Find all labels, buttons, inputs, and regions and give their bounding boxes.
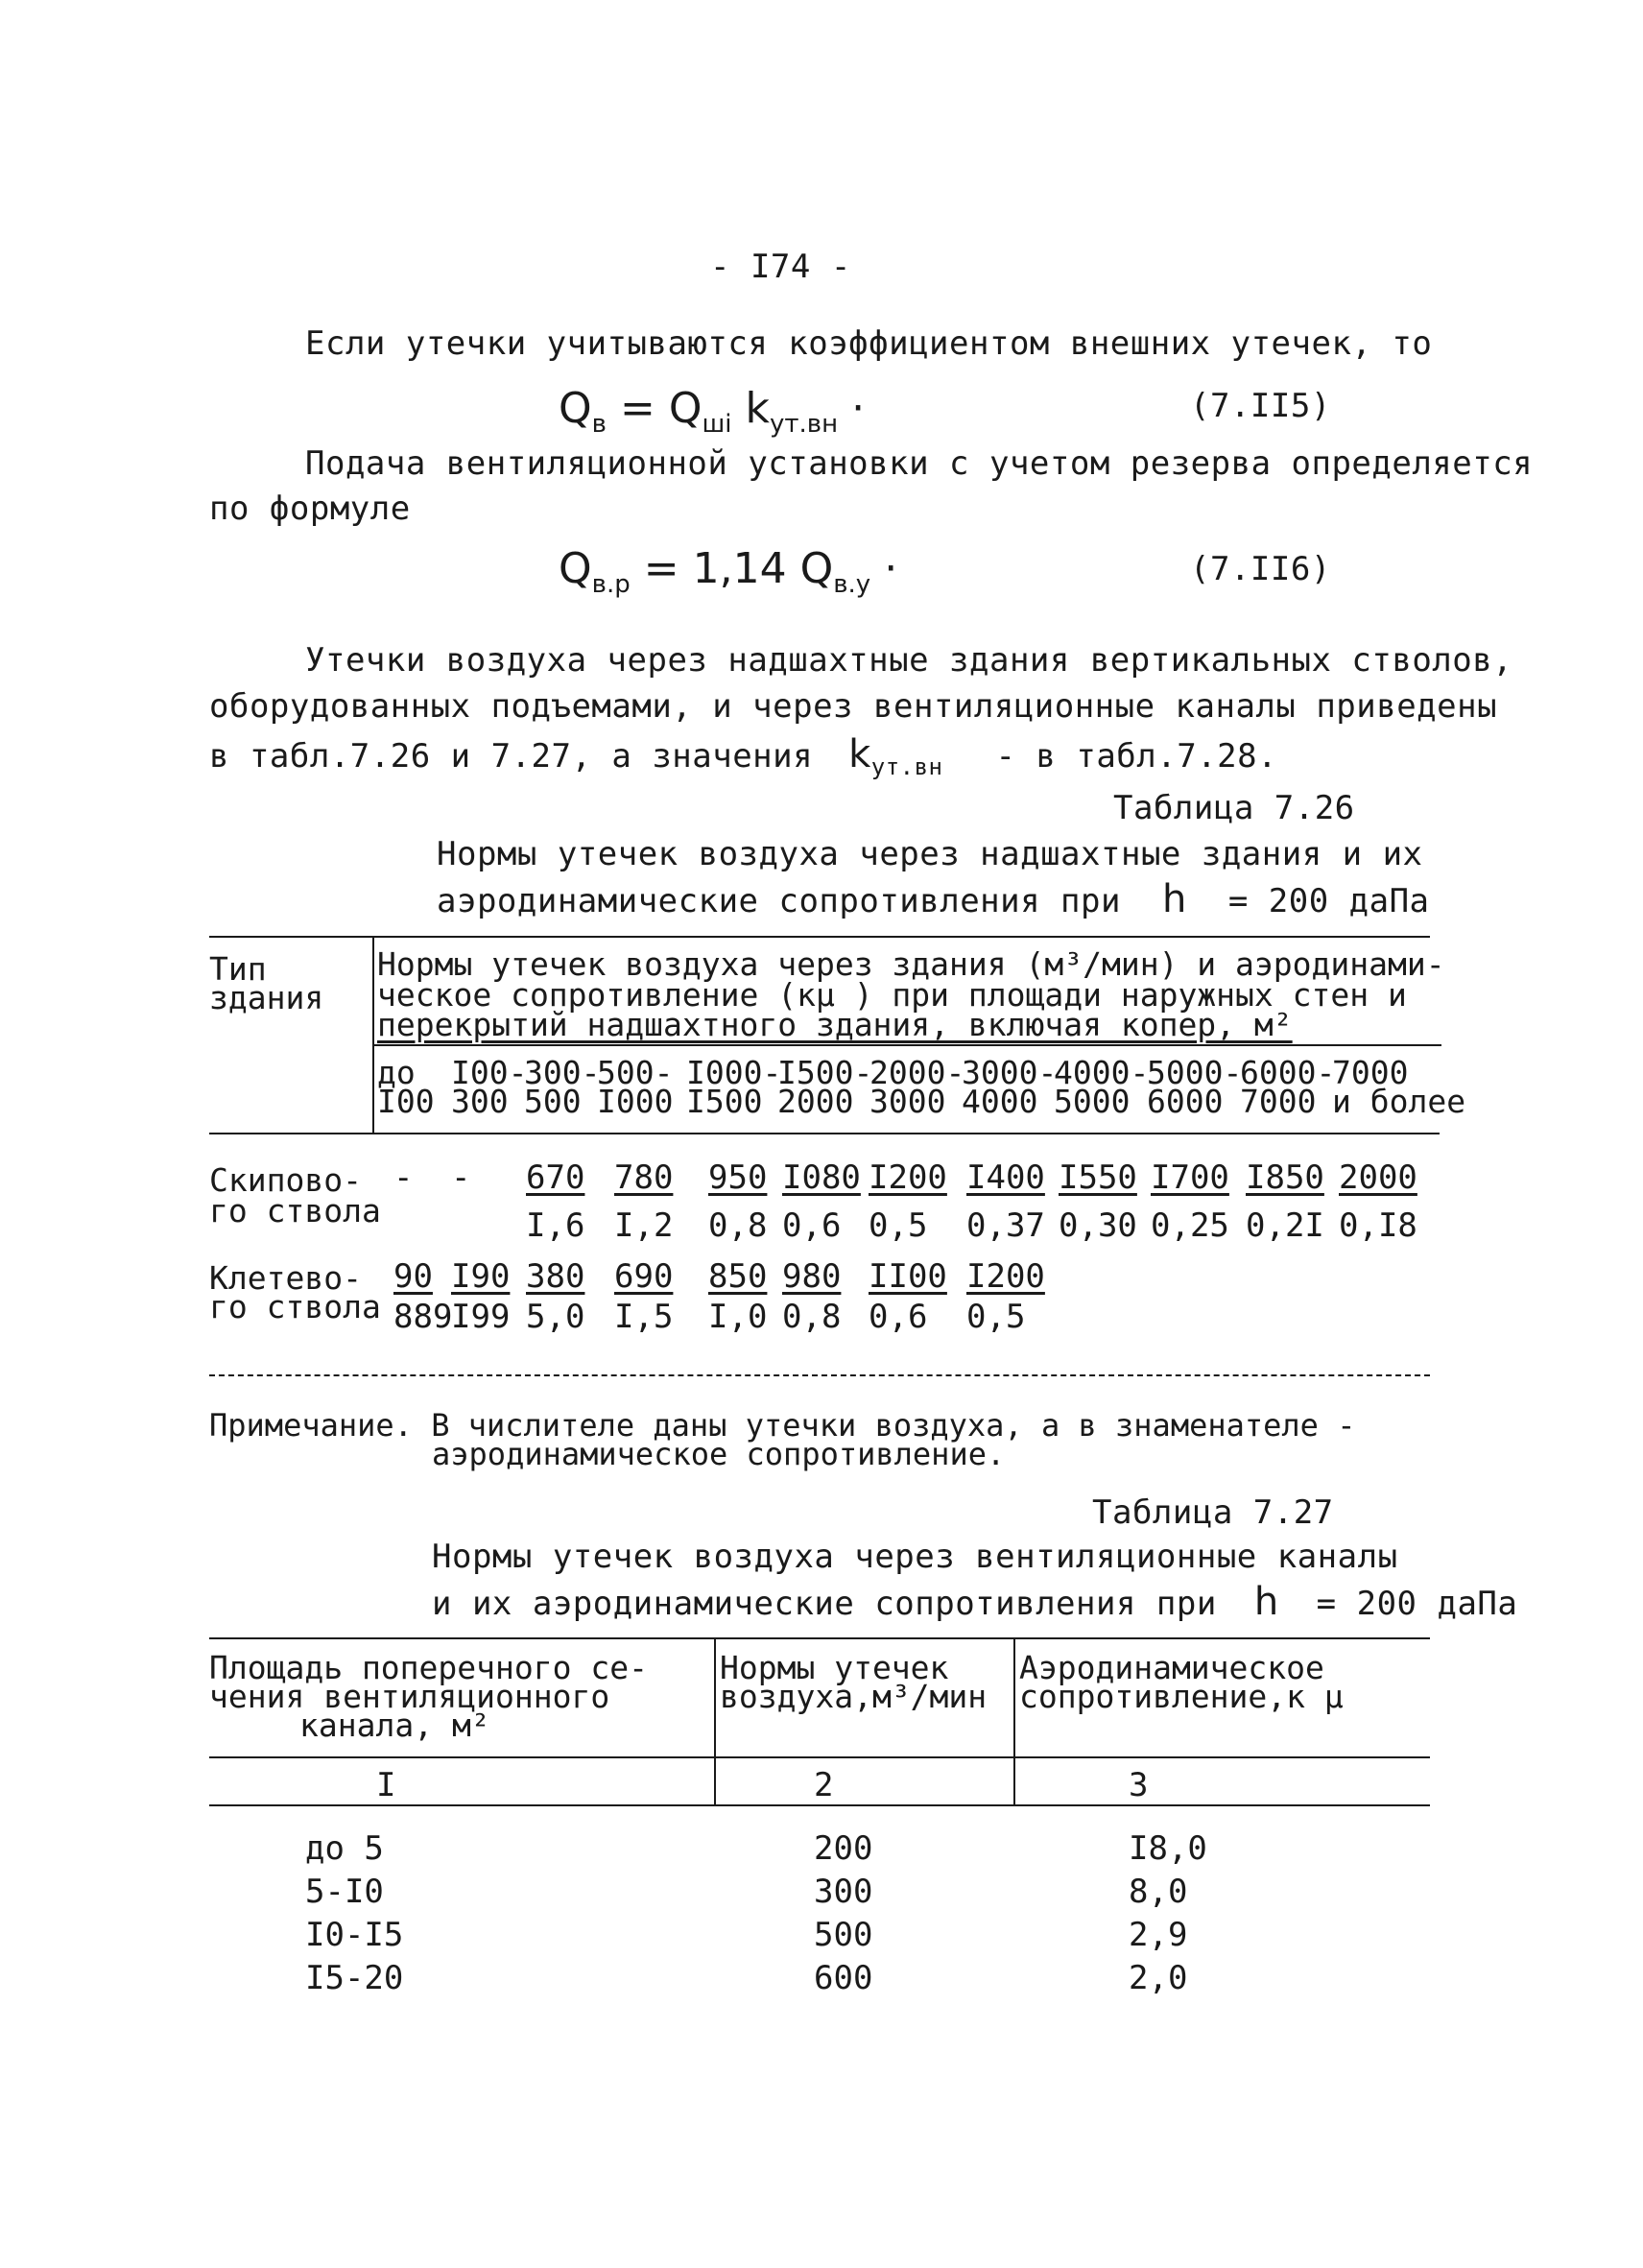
table-7-27-row-3-area: I0-I5 — [305, 1916, 404, 1954]
table-7-26-row-1-leak-6: I080 — [782, 1158, 861, 1197]
table-7-26-ranges-from-3: 300- — [524, 1054, 601, 1091]
table-7-27-label: Таблица 7.27 — [1092, 1493, 1334, 1532]
table-7-26-row-2-leak-2: I90 — [451, 1257, 511, 1296]
formula1-lhs-sub: в — [591, 409, 607, 439]
paragraph-3-line-3 — [209, 732, 1277, 780]
table-7-27-row-2-area: 5-I0 — [305, 1873, 384, 1911]
table-7-26-row-1-res-12: 0,I8 — [1339, 1206, 1417, 1245]
table-7-26-row-1-leak-7: I200 — [869, 1158, 947, 1197]
table-7-26-ranges-from-2: I00- — [451, 1054, 528, 1091]
paragraph-3-line-1: Утечки воздуха через надшахтные здания вертикальных стволов, — [305, 641, 1513, 680]
table-7-26-row-1-leak-5: 950 — [708, 1158, 768, 1197]
table-7-26-ranges-from-6: I500- — [777, 1054, 873, 1091]
table-7-26-row-1-res-6: 0,6 — [782, 1206, 842, 1245]
note-line-2: аэродинамическое сопротивление. — [432, 1436, 1006, 1472]
table-7-26-ranges-to-1: I00 — [377, 1083, 435, 1120]
table-7-26-ranges-from-4: 500- — [597, 1054, 674, 1091]
table-7-26-row-1-leak-1: - — [393, 1158, 414, 1197]
table-7-26-ranges-to-4: I000 — [597, 1083, 674, 1120]
table-7-26-row-2-leak-1: 90 — [393, 1257, 433, 1296]
table-7-26-row-1-leak-4: 780 — [614, 1158, 674, 1197]
paragraph-2-line-1: Подача вентиляционной установки с учетом резерва определяется — [305, 444, 1534, 483]
table-7-27-col-num-2: 2 — [814, 1766, 834, 1804]
paragraph-2-line-2: по формуле — [209, 489, 411, 528]
paragraph-3-line-3a: в табл.7.26 и 7.27, а значения — [209, 737, 814, 776]
table-7-27-row-4-area: I5-20 — [305, 1959, 404, 1997]
table-7-27-title-2b: = 200 даПа — [1316, 1585, 1518, 1623]
table-7-27-title-h: h — [1253, 1580, 1279, 1624]
table-7-26-row-2-res-4: I,5 — [614, 1298, 674, 1336]
table-7-27-row-2-leak: 300 — [814, 1873, 873, 1911]
table-7-26-row-2-res-6: 0,8 — [782, 1298, 842, 1336]
table-7-26-row-2-leak-7: II00 — [869, 1257, 947, 1296]
table-7-26-header-2: ческое сопротивление (кμ ) при площади наружных стен и — [377, 976, 1407, 1014]
table-7-27-col1-header-3: канала, м² — [299, 1707, 490, 1744]
table-7-26-ranges-to-3: 500 — [524, 1083, 582, 1120]
table-7-26-ranges-to-12: и более — [1332, 1083, 1466, 1120]
table-7-26-row-1-res-8: 0,37 — [966, 1206, 1045, 1245]
table-7-26-row-2-res-1: 889 — [393, 1298, 453, 1336]
table-7-26-title-2a: аэродинамические сопротивления при — [437, 882, 1121, 920]
table-7-26-type-header-1: Тип — [209, 950, 267, 988]
table-7-27-col-divider-1 — [714, 1639, 716, 1806]
table-7-26-ranges-from-12: 7000 — [1332, 1054, 1409, 1091]
table-7-26-row-1-name-1: Скипово- — [209, 1161, 362, 1199]
table-7-26-label: Таблица 7.26 — [1113, 789, 1355, 827]
table-7-26-row-1-leak-8: I400 — [966, 1158, 1045, 1197]
table-7-26-row-1-leak-2: - — [451, 1158, 471, 1197]
table-7-26-row-2-name-1: Клетево- — [209, 1259, 362, 1297]
table-7-27-row-3-leak: 500 — [814, 1916, 873, 1954]
table-7-27-row-2-res: 8,0 — [1129, 1873, 1188, 1911]
table-7-27-row-3-res: 2,9 — [1129, 1916, 1188, 1954]
formula2-rhs-sub: в.у — [833, 569, 871, 599]
table-7-26-row-1-res-5: 0,8 — [708, 1206, 768, 1245]
table-7-27-col2-header-1: Нормы утечек — [720, 1649, 949, 1686]
table-7-27-header-rule — [209, 1756, 1430, 1758]
formula1-rhs1-sub: шi — [702, 409, 732, 439]
table-7-27-top-rule — [209, 1637, 1430, 1639]
table-7-26-title-h: h — [1161, 877, 1187, 921]
formula-7-116 — [559, 544, 897, 599]
table-7-26-bottom-rule — [209, 1374, 1430, 1376]
formula1-rhs2-sub: ут.вн — [769, 409, 839, 439]
table-7-26-row-2-leak-6: 980 — [782, 1257, 842, 1296]
table-7-27-title-2a: и их аэродинамические сопротивления при — [432, 1585, 1217, 1623]
table-7-26-ranges-from-5: I000- — [686, 1054, 782, 1091]
table-7-26-row-1-res-11: 0,2I — [1246, 1206, 1324, 1245]
paragraph-3-line-2: оборудованных подъемами, и через вентиляционные каналы приведены — [209, 687, 1498, 726]
table-7-26-header-rule — [374, 1044, 1441, 1046]
table-7-26-title-1: Нормы утечек воздуха через надшахтные здания и их — [437, 835, 1423, 873]
table-7-26-row-1-leak-9: I550 — [1059, 1158, 1137, 1197]
table-7-26-col-divider — [372, 937, 374, 1133]
table-7-26-ranges-to-9: 5000 — [1054, 1083, 1131, 1120]
table-7-26-row-1-leak-3: 670 — [526, 1158, 585, 1197]
table-7-27-row-1-res: I8,0 — [1129, 1829, 1207, 1868]
table-7-26-ranges-from-1: до — [377, 1054, 416, 1091]
formula-7-115 — [559, 384, 865, 439]
table-7-26-row-2-leak-4: 690 — [614, 1257, 674, 1296]
paragraph-3-k: k — [848, 732, 871, 776]
formula1-dot: · — [851, 384, 866, 433]
formula1-lhs: Q — [559, 384, 592, 433]
table-7-26-row-1-res-9: 0,30 — [1059, 1206, 1137, 1245]
page-number: - I74 - — [710, 248, 851, 286]
table-7-26-row-1-res-3: I,6 — [526, 1206, 585, 1245]
table-7-27-col-num-1: I — [376, 1766, 396, 1804]
table-7-26-ranges-from-9: 4000- — [1054, 1054, 1150, 1091]
formula1-number: (7.II5) — [1190, 387, 1331, 425]
table-7-26-row-1-leak-12: 2000 — [1339, 1158, 1417, 1197]
table-7-26-row-1-res-4: I,2 — [614, 1206, 674, 1245]
table-7-27-col-num-3: 3 — [1129, 1766, 1149, 1804]
formula2-lhs-sub: в.р — [591, 569, 631, 599]
table-7-26-row-2-leak-3: 380 — [526, 1257, 585, 1296]
table-7-27-col1-header-1: Площадь поперечного се- — [209, 1649, 648, 1686]
formula2-eq: = — [643, 544, 679, 593]
table-7-26-body-rule — [209, 1133, 1440, 1134]
table-7-26-header-1: Нормы утечек воздуха через здания (м³/мин) и аэродинами- — [377, 945, 1445, 983]
table-7-26-row-1-res-7: 0,5 — [869, 1206, 928, 1245]
table-7-26-ranges-to-5: I500 — [686, 1083, 763, 1120]
table-7-26-row-1-res-10: 0,25 — [1151, 1206, 1229, 1245]
table-7-26-row-2-res-3: 5,0 — [526, 1298, 585, 1336]
paragraph-3-line-3b: - в табл.7.28. — [995, 737, 1278, 776]
table-7-27-row-1-leak: 200 — [814, 1829, 873, 1868]
formula1-rhs2: k — [745, 384, 770, 433]
table-7-26-ranges-from-10: 5000- — [1147, 1054, 1243, 1091]
paragraph-3-k-sub: ут.вн — [870, 752, 943, 780]
formula2-dot: · — [884, 544, 898, 593]
table-7-26-type-header-2: здания — [209, 979, 324, 1016]
table-7-27-col2-header-2: воздуха,м³/мин — [720, 1678, 988, 1715]
table-7-27-row-1-area: до 5 — [305, 1829, 384, 1868]
table-7-26-title-2b: = 200 даПа — [1227, 882, 1430, 920]
table-7-26-row-2-res-7: 0,6 — [869, 1298, 928, 1336]
table-7-26-ranges-from-7: 2000- — [869, 1054, 965, 1091]
table-7-26-row-1-leak-11: I850 — [1246, 1158, 1324, 1197]
table-7-26-row-2-leak-8: I200 — [966, 1257, 1045, 1296]
table-7-26-title-2 — [437, 877, 1430, 921]
table-7-27-col3-header-2: сопротивление,к μ — [1019, 1678, 1344, 1715]
table-7-26-row-1-leak-10: I700 — [1151, 1158, 1229, 1197]
formula1-eq: = — [619, 384, 655, 433]
table-7-26-ranges-to-6: 2000 — [777, 1083, 854, 1120]
table-7-27-col-divider-2 — [1013, 1639, 1015, 1806]
paragraph-1: Если утечки учитываются коэффициентом внешних утечек, то — [305, 324, 1433, 363]
table-7-26-row-2-name-2: го ствола — [209, 1288, 381, 1325]
formula2-coef: 1,14 — [692, 544, 787, 593]
table-7-27-title-2 — [432, 1580, 1517, 1624]
table-7-26-ranges-to-8: 4000 — [962, 1083, 1038, 1120]
table-7-26-ranges-from-8: 3000- — [962, 1054, 1058, 1091]
table-7-26-row-2-res-8: 0,5 — [966, 1298, 1026, 1336]
table-7-26-ranges-to-10: 6000 — [1147, 1083, 1224, 1120]
table-7-27-number-rule — [209, 1804, 1430, 1806]
table-7-27-col3-header-1: Аэродинамическое — [1019, 1649, 1324, 1686]
table-7-26-header-3: перекрытий надшахтного здания, включая копер, м² — [377, 1006, 1293, 1043]
table-7-26-ranges-to-2: 300 — [451, 1083, 509, 1120]
table-7-27-row-4-leak: 600 — [814, 1959, 873, 1997]
table-7-27-col1-header-2: чения вентиляционного — [209, 1678, 610, 1715]
formula2-number: (7.II6) — [1190, 550, 1331, 588]
table-7-26-row-1-name-2: го ствола — [209, 1192, 381, 1229]
table-7-26-row-2-res-2: I99 — [451, 1298, 511, 1336]
table-7-26-row-2-res-5: I,0 — [708, 1298, 768, 1336]
table-7-27-title-1: Нормы утечек воздуха через вентиляционные каналы — [432, 1538, 1398, 1576]
table-7-26-ranges-to-7: 3000 — [869, 1083, 946, 1120]
table-7-26-ranges-from-11: 6000- — [1240, 1054, 1336, 1091]
table-7-27-row-4-res: 2,0 — [1129, 1959, 1188, 1997]
table-7-26-ranges-to-11: 7000 — [1240, 1083, 1317, 1120]
formula2-rhs: Q — [799, 544, 834, 593]
note-line-1: Примечание. В числителе даны утечки воздуха, а в знаменателе - — [209, 1407, 1356, 1444]
formula1-rhs1: Q — [668, 384, 702, 433]
table-7-26-row-2-leak-5: 850 — [708, 1257, 768, 1296]
formula2-lhs: Q — [559, 544, 592, 593]
table-7-26-top-rule — [209, 936, 1430, 938]
